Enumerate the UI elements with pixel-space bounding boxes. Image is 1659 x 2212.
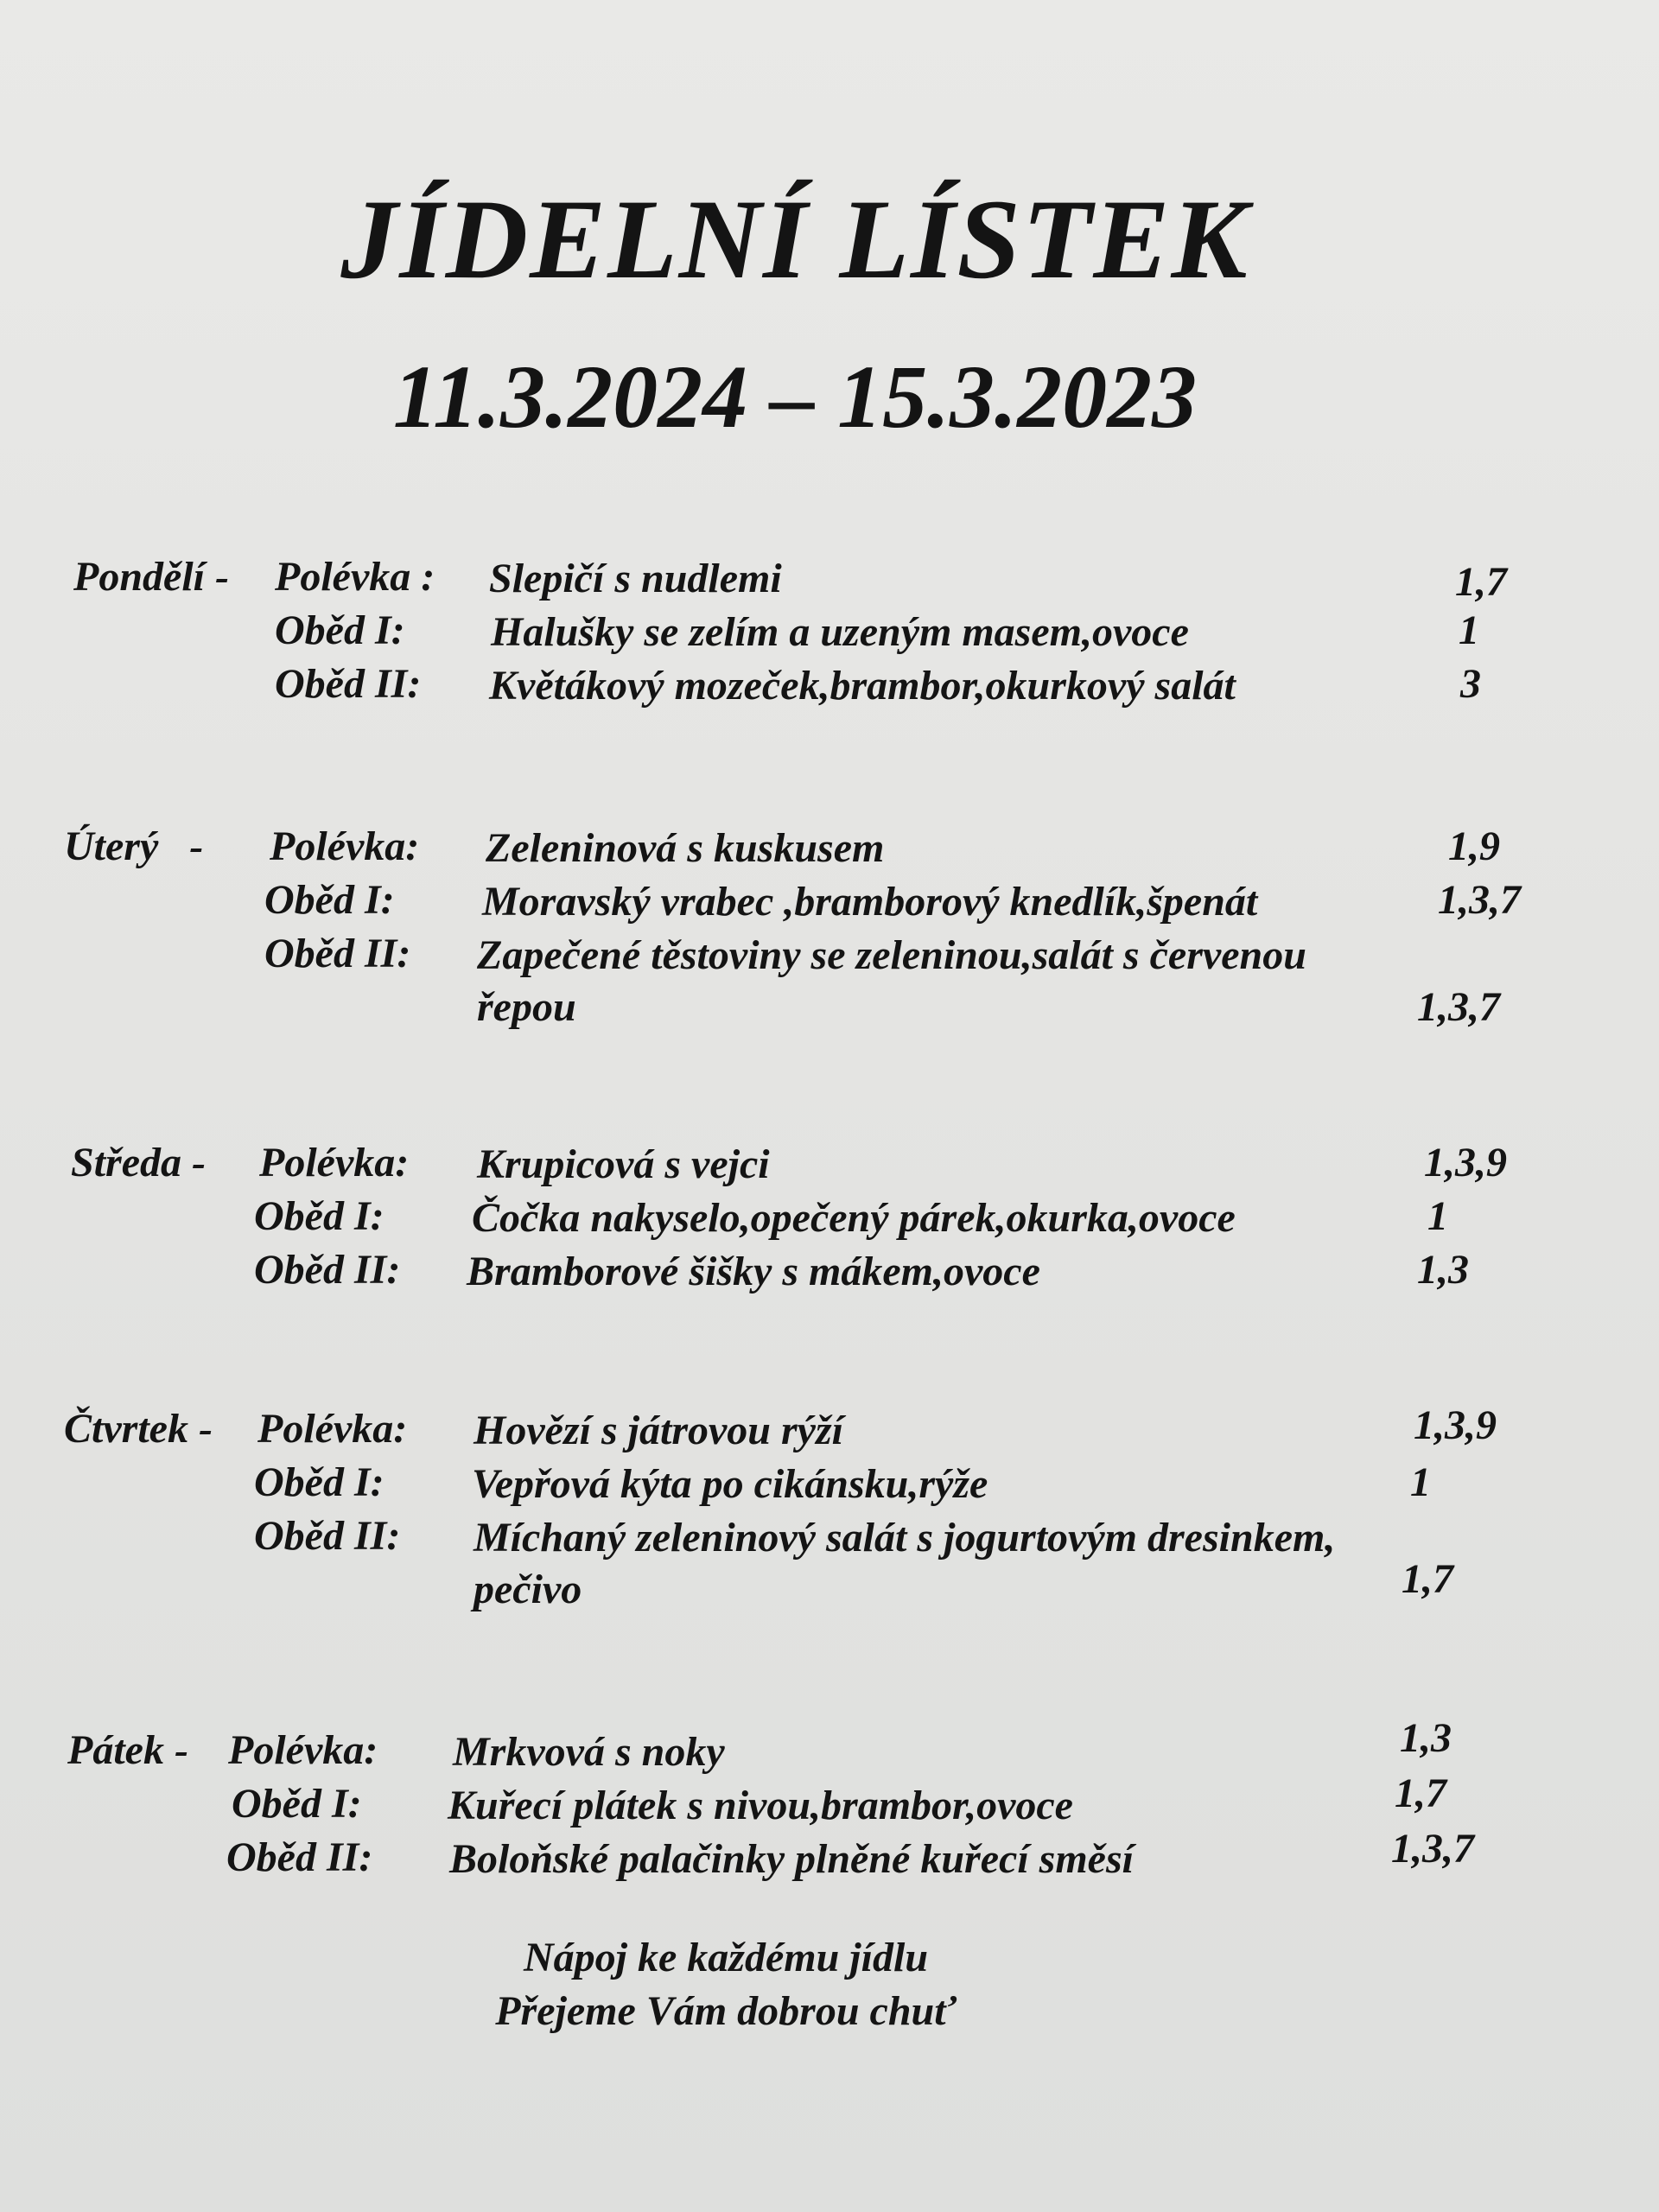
- course-label: Oběd II:: [254, 1247, 401, 1293]
- allergen-codes: 1,7: [1402, 1556, 1453, 1602]
- course-label: Polévka:: [259, 1140, 410, 1185]
- day-name: Středa -: [71, 1140, 206, 1185]
- course-label: Oběd I:: [254, 1193, 385, 1239]
- day-name: Úterý -: [64, 823, 204, 869]
- menu-row: [0, 1459, 1659, 1512]
- footer-drink-note: Nápoj ke každému jídlu: [523, 1935, 929, 1980]
- course-label: Oběd II:: [275, 661, 422, 707]
- dish-name: Zapečené těstoviny se zeleninou,salát s červenou řepou: [477, 932, 1306, 1030]
- allergen-codes: 1,7: [1455, 559, 1507, 605]
- menu-row: [0, 553, 1659, 607]
- allergen-codes: 1,3,7: [1417, 984, 1500, 1030]
- menu-row: [0, 1139, 1659, 1192]
- dish-name: Zeleninová s kuskusem: [486, 825, 885, 871]
- menu-row: [0, 823, 1659, 876]
- menu-row: [0, 1826, 1659, 1887]
- dish-name: Boloňské palačinky plněné kuřecí směsí: [449, 1836, 1134, 1882]
- course-label: Oběd I:: [232, 1781, 362, 1827]
- dish-name: Vepřová kýta po cikánsku,rýže: [472, 1461, 988, 1507]
- day-name: Čtvrtek -: [64, 1406, 213, 1452]
- menu-row: [0, 930, 1659, 1037]
- menu-title: JÍDELNÍ LÍSTEK: [340, 175, 1249, 302]
- course-label: Oběd II:: [254, 1513, 401, 1559]
- day-wednesday: [0, 1139, 1659, 1300]
- allergen-codes: 1,7: [1395, 1770, 1446, 1816]
- allergen-codes: 1: [1459, 607, 1479, 653]
- menu-row: [0, 1192, 1659, 1246]
- menu-row: [0, 660, 1659, 714]
- dish-name: Krupicová s vejci: [477, 1141, 770, 1187]
- course-label: Oběd I:: [264, 877, 395, 923]
- course-label: Polévka:: [270, 823, 420, 869]
- dish-name: Moravský vrabec ,bramborový knedlík,špenát: [482, 879, 1258, 925]
- course-label: Oběd I:: [275, 607, 405, 653]
- dish-name: Mrkvová s noky: [453, 1729, 725, 1775]
- allergen-codes: 1,3,7: [1438, 877, 1521, 923]
- course-label: Oběd I:: [254, 1459, 385, 1505]
- day-tuesday: [0, 823, 1659, 1037]
- allergen-codes: 1,3,9: [1414, 1402, 1497, 1448]
- menu-footer: [0, 1931, 1452, 2038]
- menu-row: [0, 1246, 1659, 1300]
- course-label: Polévka:: [228, 1727, 378, 1773]
- dish-name: Květákový mozeček,brambor,okurkový salát: [489, 663, 1236, 709]
- day-name: Pondělí -: [73, 554, 229, 600]
- allergen-codes: 1: [1427, 1193, 1448, 1239]
- menu-row: [0, 1402, 1659, 1459]
- day-monday: [0, 553, 1659, 714]
- course-label: Oběd II:: [226, 1834, 373, 1880]
- footer-wish: Přejeme Vám dobrou chuť: [495, 1988, 957, 2034]
- course-label: Polévka :: [275, 554, 435, 600]
- allergen-codes: 1,3,9: [1424, 1140, 1507, 1185]
- date-range: 11.3.2024 – 15.3.2023: [392, 347, 1198, 447]
- day-name: Pátek -: [67, 1727, 188, 1773]
- allergen-codes: 1,3: [1417, 1247, 1469, 1293]
- day-thursday: [0, 1402, 1659, 1619]
- dish-name: Hovězí s játrovou rýží: [474, 1408, 843, 1453]
- dish-name: Míchaný zeleninový salát s jogurtovým dresinkem, pečivo: [474, 1515, 1336, 1612]
- day-friday: [0, 1715, 1659, 1887]
- allergen-codes: 1,3,7: [1391, 1826, 1474, 1872]
- menu-row: [0, 876, 1659, 930]
- allergen-codes: 1: [1410, 1459, 1431, 1505]
- dish-name: Halušky se zelím a uzeným masem,ovoce: [491, 609, 1189, 655]
- dish-name: Slepičí s nudlemi: [489, 556, 782, 601]
- allergen-codes: 3: [1460, 661, 1481, 707]
- allergen-codes: 1,9: [1448, 823, 1500, 869]
- course-label: Polévka:: [257, 1406, 408, 1452]
- course-label: Oběd II:: [264, 931, 411, 976]
- dish-name: Čočka nakyselo,opečený párek,okurka,ovoce: [472, 1195, 1236, 1241]
- menu-row: [0, 607, 1659, 660]
- dish-name: Kuřecí plátek s nivou,brambor,ovoce: [448, 1783, 1073, 1828]
- allergen-codes: 1,3: [1400, 1715, 1452, 1761]
- menu-row: [0, 1512, 1659, 1619]
- dish-name: Bramborové šišky s mákem,ovoce: [467, 1249, 1040, 1294]
